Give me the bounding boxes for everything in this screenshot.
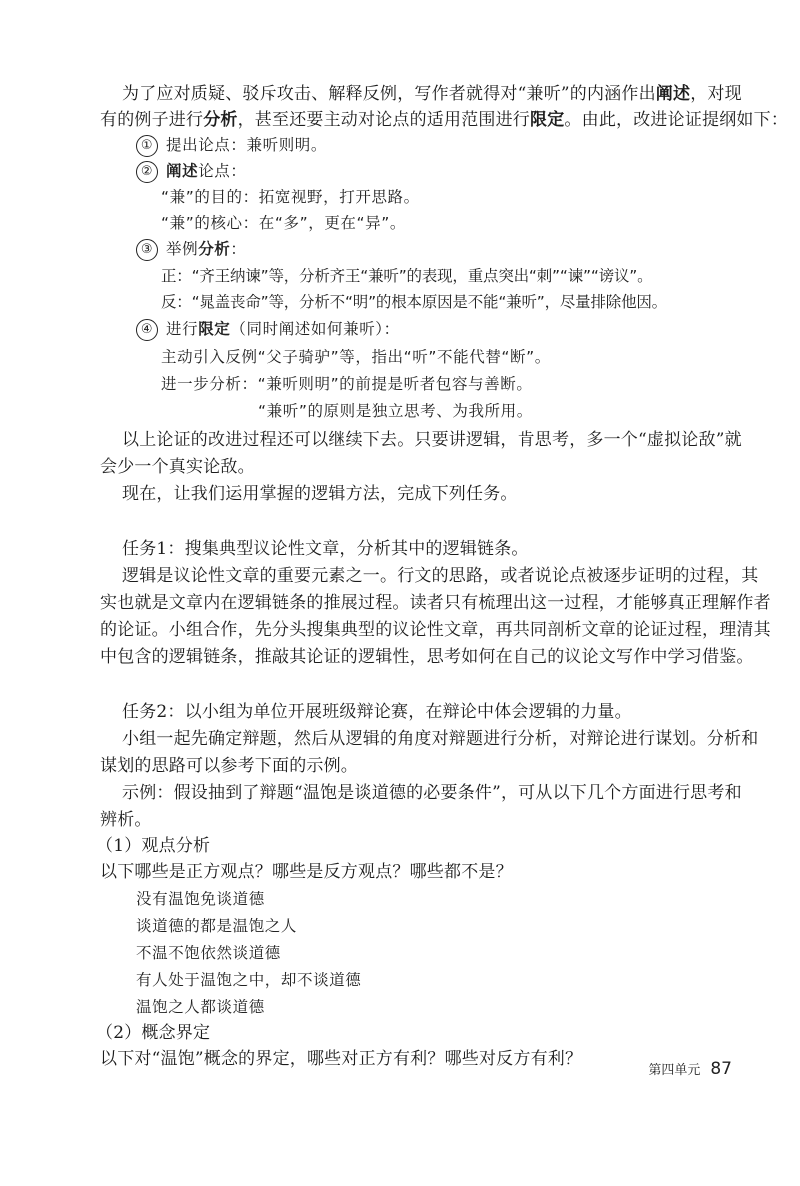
outline-item-4 — [136, 317, 400, 341]
body-line: 逻辑是议论性文章的重要元素之一。行文的思路，或者说论点被逐步证明的过程，其 — [122, 566, 759, 586]
outline-sub-line: 反：“晁盖丧命”等，分析不“明”的根本原因是不能“兼听”，尽量排除他因。 — [161, 293, 667, 311]
bold-term: 限定 — [530, 110, 565, 130]
text-run: 有的例子进行 — [100, 110, 204, 130]
bold-term: 分析 — [198, 240, 231, 258]
circled-number: ① — [136, 135, 158, 157]
circled-number: ② — [136, 161, 158, 183]
outline-text: 论点： — [198, 162, 247, 180]
outline-sub-line: 正：“齐王纳谏”等，分析齐王“兼听”的表现，重点突出“刺”“谏”“谤议”。 — [161, 267, 653, 285]
outline-item-3 — [136, 237, 247, 261]
bold-term: 限定 — [198, 320, 231, 338]
body-line: 小组一起先确定辩题，然后从逻辑的角度对辩题进行分析，对辩论进行谋划。分析和 — [122, 729, 759, 749]
body-line: 会少一个真实论敌。 — [100, 457, 255, 477]
para1-line1 — [122, 82, 742, 106]
list-item: 谈道德的都是温饱之人 — [136, 917, 298, 935]
page-footer — [648, 1059, 732, 1079]
body-line: 中包含的逻辑链条，推敲其论证的逻辑性，思考如何在自己的议论文写作中学习借鉴。 — [100, 647, 754, 667]
bold-term: 分析 — [203, 110, 238, 130]
body-line: 的论证。小组合作，先分头搜集典型的议论性文章，再共同剖析文章的论证过程，理清其 — [100, 620, 771, 640]
outline-sub-line: “兼”的目的：拓宽视野，打开思路。 — [161, 188, 420, 206]
outline-text: 进行 — [166, 320, 199, 338]
body-line: 以上论证的改进过程还可以继续下去。只要讲逻辑，肯思考，多一个“虚拟论敌”就 — [122, 430, 742, 450]
outline-item-2 — [136, 159, 247, 183]
outline-text: 举例 — [166, 240, 199, 258]
subheading-2: （2）概念界定 — [96, 1023, 211, 1043]
text-run: ，甚至还要主动对论点的适用范围进行 — [237, 110, 531, 130]
question-line: 以下哪些是正方观点？哪些是反方观点？哪些都不是？ — [100, 862, 513, 882]
outline-text: 提出论点：兼听则明。 — [166, 136, 328, 154]
text-run: 。由此，改进论证提纲如下： — [564, 110, 789, 130]
para1-line2 — [100, 108, 788, 132]
example-line: 辨析。 — [100, 810, 152, 830]
outline-sub-line: “兼听”的原则是独立思考、为我所用。 — [258, 402, 533, 420]
text-run: ，对现 — [690, 84, 742, 104]
page-number: 87 — [710, 1059, 732, 1079]
outline-text: ： — [230, 240, 247, 258]
outline-sub-line: 进一步分析：“兼听则明”的前提是听者包容与善断。 — [161, 375, 533, 393]
bold-term: 阐述 — [655, 84, 691, 104]
task1-title: 任务1：搜集典型议论性文章，分析其中的逻辑链条。 — [122, 539, 529, 559]
example-line: 示例：假设抽到了辩题“温饱是谈道德的必要条件”，可从以下几个方面进行思考和 — [122, 783, 742, 803]
unit-label: 第四单元 — [648, 1063, 701, 1078]
body-line: 实也就是文章内在逻辑链条的推展过程。读者只有梳理出这一过程，才能够真正理解作者 — [100, 593, 771, 613]
outline-sub-line: “兼”的核心：在“多”，更在“异”。 — [161, 214, 406, 232]
outline-item-1 — [136, 133, 327, 157]
body-line: 现在，让我们运用掌握的逻辑方法，完成下列任务。 — [122, 484, 518, 504]
list-item: 没有温饱免谈道德 — [136, 890, 265, 908]
question-line: 以下对“温饱”概念的界定，哪些对正方有利？哪些对反方有利？ — [100, 1049, 583, 1069]
subheading-1: （1）观点分析 — [96, 836, 211, 856]
list-item: 有人处于温饱之中，却不谈道德 — [136, 971, 362, 989]
outline-sub-line: 主动引入反例“父子骑驴”等，指出“听”不能代替“断”。 — [161, 348, 551, 366]
circled-number: ④ — [136, 319, 158, 341]
text-run: 为了应对质疑、驳斥攻击、解释反例，写作者就得对“兼听”的内涵作出 — [122, 84, 656, 104]
bold-term: 阐述 — [166, 162, 199, 180]
task2-title: 任务2：以小组为单位开展班级辩论赛，在辩论中体会逻辑的力量。 — [122, 702, 632, 722]
list-item: 温饱之人都谈道德 — [136, 998, 265, 1016]
outline-text: （同时阐述如何兼听）： — [230, 320, 400, 338]
body-line: 谋划的思路可以参考下面的示例。 — [100, 756, 358, 776]
list-item: 不温不饱依然谈道德 — [136, 944, 281, 962]
circled-number: ③ — [136, 239, 158, 261]
